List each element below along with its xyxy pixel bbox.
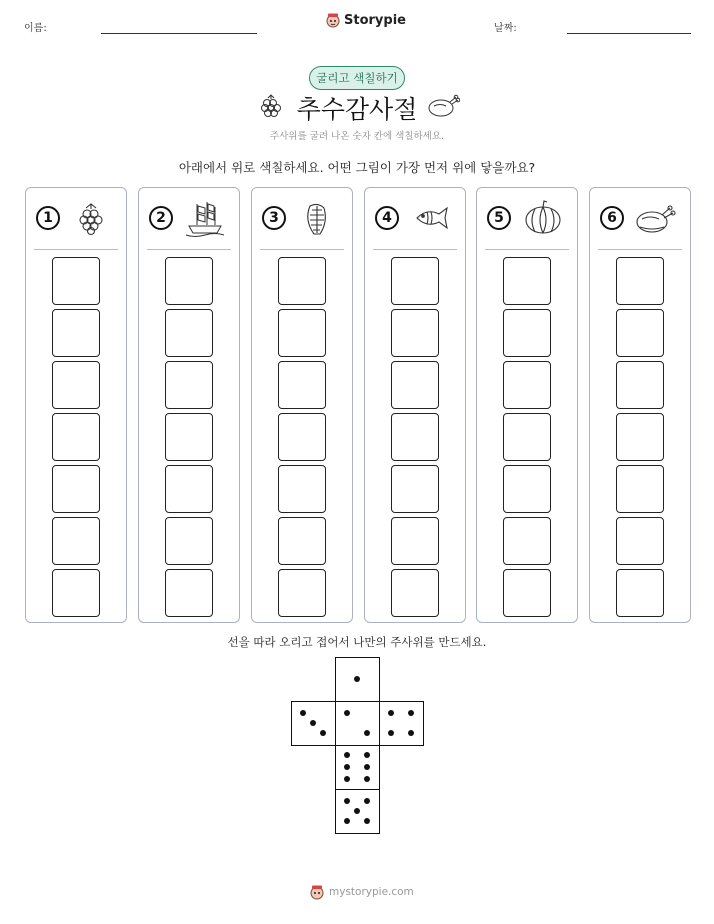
storypie-mascot-icon (325, 12, 341, 28)
die-face-1 (335, 657, 380, 702)
column-number-badge: 4 (375, 206, 399, 230)
color-cell[interactable] (52, 517, 100, 565)
column-number-badge: 6 (600, 206, 624, 230)
page-subtitle: 주사위를 굴려 나온 숫자 칸에 색칠하세요. (269, 131, 445, 142)
turkey-title-icon (426, 93, 460, 119)
color-cell[interactable] (616, 413, 664, 461)
die-pip (344, 752, 350, 758)
die-face-6 (335, 745, 380, 790)
die-pip (364, 818, 370, 824)
color-cell[interactable] (52, 257, 100, 305)
color-cell[interactable] (278, 465, 326, 513)
color-cell[interactable] (52, 569, 100, 617)
brand-logo (325, 12, 406, 28)
color-cell[interactable] (616, 569, 664, 617)
color-cell[interactable] (503, 413, 551, 461)
column-number-badge: 3 (262, 206, 286, 230)
color-cell[interactable] (616, 257, 664, 305)
color-cell[interactable] (616, 361, 664, 409)
die-pip (320, 730, 326, 736)
color-cell[interactable] (278, 309, 326, 357)
activity-badge: 굴리고 색칠하기 (309, 66, 405, 90)
color-cell[interactable] (278, 361, 326, 409)
color-cell[interactable] (165, 361, 213, 409)
die-pip (344, 798, 350, 804)
die-pip (364, 776, 370, 782)
fold-instruction: 선을 따라 오리고 접어서 나만의 주사위를 만드세요. (227, 635, 487, 649)
column-number-badge: 5 (487, 206, 511, 230)
column-3 (251, 187, 353, 623)
color-cell[interactable] (616, 517, 664, 565)
color-cell[interactable] (278, 517, 326, 565)
fish-icon (409, 198, 453, 238)
die-pip (364, 798, 370, 804)
color-cell[interactable] (391, 361, 439, 409)
color-cell[interactable] (52, 413, 100, 461)
footer-site: mystorypie.com (329, 886, 414, 898)
mayflower-ship-icon (183, 198, 227, 238)
color-cell[interactable] (391, 569, 439, 617)
die-pip (344, 818, 350, 824)
page-instruction: 아래에서 위로 색칠하세요. 어떤 그림이 가장 먼저 위에 닿을까요? (178, 160, 536, 175)
column-1 (25, 187, 127, 623)
date-label: 날짜: (494, 23, 517, 34)
die-face-4 (379, 701, 424, 746)
color-cell[interactable] (278, 569, 326, 617)
color-cell[interactable] (503, 465, 551, 513)
column-6 (589, 187, 691, 623)
color-cell[interactable] (503, 517, 551, 565)
corn-icon (296, 198, 340, 238)
die-pip (408, 710, 414, 716)
date-line[interactable] (567, 33, 691, 34)
die-face-2 (335, 701, 380, 746)
color-cell[interactable] (165, 465, 213, 513)
color-cell[interactable] (391, 257, 439, 305)
die-pip (388, 730, 394, 736)
color-cell[interactable] (165, 257, 213, 305)
column-divider (373, 249, 457, 250)
die-pip (364, 730, 370, 736)
name-line[interactable] (101, 33, 257, 34)
color-cell[interactable] (165, 517, 213, 565)
die-pip (344, 776, 350, 782)
die-pip (388, 710, 394, 716)
die-pip (310, 720, 316, 726)
column-2 (138, 187, 240, 623)
color-cell[interactable] (391, 517, 439, 565)
color-cell[interactable] (165, 413, 213, 461)
color-cell[interactable] (616, 309, 664, 357)
color-cell[interactable] (278, 257, 326, 305)
die-face-5 (335, 789, 380, 834)
color-cell[interactable] (391, 309, 439, 357)
color-cell[interactable] (503, 309, 551, 357)
die-pip (354, 808, 360, 814)
column-number-badge: 1 (36, 206, 60, 230)
raspberry-icon (70, 198, 114, 238)
storypie-footer-icon (309, 884, 325, 900)
color-cell[interactable] (503, 257, 551, 305)
die-pip (408, 730, 414, 736)
color-cell[interactable] (52, 361, 100, 409)
die-pip (344, 764, 350, 770)
page-title: 추수감사절 (296, 95, 418, 124)
column-5 (476, 187, 578, 623)
die-pip (354, 676, 360, 682)
color-cell[interactable] (616, 465, 664, 513)
die-face-3 (291, 701, 336, 746)
pumpkin-icon (521, 198, 565, 238)
color-cell[interactable] (52, 309, 100, 357)
color-cell[interactable] (391, 413, 439, 461)
column-divider (260, 249, 344, 250)
color-cell[interactable] (503, 569, 551, 617)
column-4 (364, 187, 466, 623)
name-label: 이름: (24, 23, 47, 34)
die-pip (300, 710, 306, 716)
color-cell[interactable] (165, 309, 213, 357)
brand-name: Storypie (344, 12, 406, 28)
column-divider (147, 249, 231, 250)
die-pip (364, 764, 370, 770)
column-divider (598, 249, 682, 250)
column-number-badge: 2 (149, 206, 173, 230)
color-cell[interactable] (52, 465, 100, 513)
color-cell[interactable] (165, 569, 213, 617)
column-divider (34, 249, 118, 250)
column-divider (485, 249, 569, 250)
roast-turkey-icon (634, 198, 678, 238)
color-cell[interactable] (278, 413, 326, 461)
color-cell[interactable] (503, 361, 551, 409)
color-cell[interactable] (391, 465, 439, 513)
footer (309, 884, 414, 900)
die-pip (364, 752, 370, 758)
die-pip (344, 710, 350, 716)
